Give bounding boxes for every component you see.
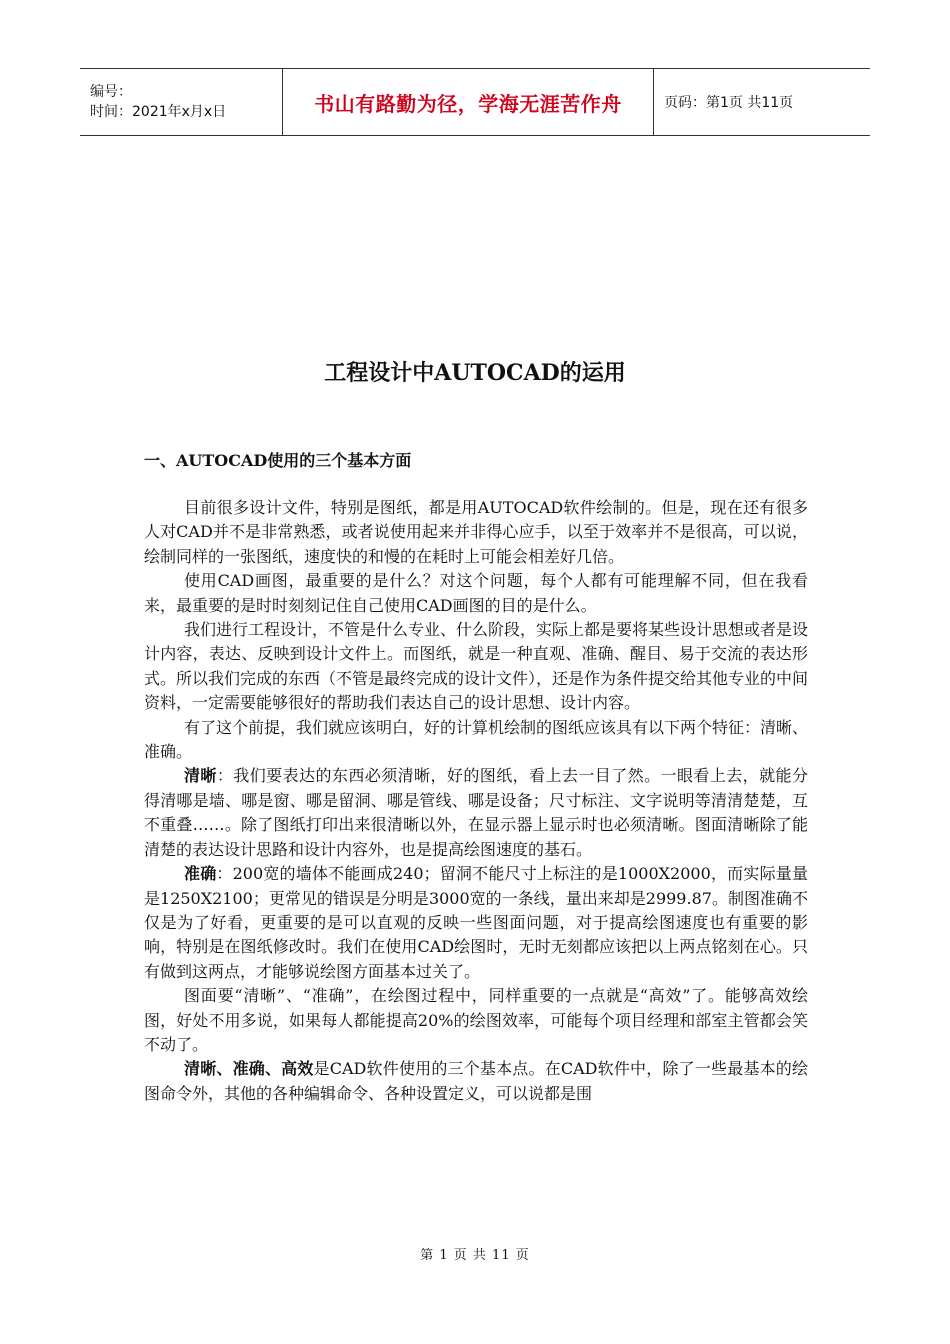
header-page-info: 页码：第1页 共11页 xyxy=(664,95,794,111)
paragraph-text: ：200宽的墙体不能画成240；留洞不能尺寸上标注的是1000X2000，而实际量量是1250X2100；更常见的错误是分明是3000宽的一条线，量出来却是2999.87。制图准确不仅是为了好看，更重要的是可以直观的反映一些图面问题，对于提高绘图速度也有重要的影响，特别是在图纸修改时。我们在使用CAD绘图时，无时无刻都应该把以上两点铭刻在心。只有做到这两点，才能够说绘图方面基本过关了。 xyxy=(144,864,808,981)
paragraph: 我们进行工程设计，不管是什么专业、什么阶段，实际上都是要将某些设计思想或者是设计内容，表达、反映到设计文件上。而图纸，就是一种直观、准确、醒目、易于交流的表达形式。所以我们完成的东西（不管是最终完成的设计文件），还是作为条件提交给其他专业的中间资料，一定需要能够很好的帮助我们表达自己的设计思想、设计内容。 xyxy=(144,620,809,713)
header-motto: 书山有路勤为径，学海无涯苦作舟 xyxy=(314,91,622,116)
document-title: 工程设计中AUTOCAD的运用 xyxy=(324,360,626,386)
paragraph: 目前很多设计文件，特别是图纸，都是用AUTOCAD软件绘制的。但是，现在还有很多人对CAD并不是非常熟悉，或者说使用起来并非得心应手，以至于效率并不是很高，可以说，绘制同样的一张图纸，速度快的和慢的在耗时上可能会相差好几倍。 xyxy=(144,498,808,566)
paragraph xyxy=(144,764,808,862)
keyword-clear: 清晰 xyxy=(184,766,217,786)
header-page-info-cell xyxy=(654,69,870,135)
body-text xyxy=(144,496,808,1106)
header-motto-cell xyxy=(282,69,654,135)
keyword-three-points: 清晰、准确、高效 xyxy=(184,1059,314,1079)
paragraph: 使用CAD画图，最重要的是什么？对这个问题，每个人都有可能理解不同，但在我看来，最重要的是时时刻刻记住自己使用CAD画图的目的是什么。 xyxy=(144,571,808,615)
page-footer: 第 1 页 共 11 页 xyxy=(420,1248,530,1263)
paragraph xyxy=(144,1057,808,1106)
keyword-accurate: 准确 xyxy=(184,864,217,884)
doc-date: 时间：2021年x月x日 xyxy=(90,104,227,120)
header-meta xyxy=(80,69,282,135)
page-header xyxy=(80,68,870,136)
section-heading: 一、AUTOCAD使用的三个基本方面 xyxy=(144,451,412,470)
paragraph xyxy=(144,862,808,984)
paragraph-text: ：我们要表达的东西必须清晰，好的图纸，看上去一目了然。一眼看上去，就能分得清哪是墙、哪是窗、哪是留洞、哪是管线、哪是设备；尺寸标注、文字说明等清清楚楚，互不重叠……。除了图纸打印出来很清晰以外，在显示器上显示时也必须清晰。图面清晰除了能清楚的表达设计思路和设计内容外，也是提高绘图速度的基石。 xyxy=(144,766,808,859)
doc-number-label: 编号： xyxy=(90,84,132,100)
paragraph: 有了这个前提，我们就应该明白，好的计算机绘制的图纸应该具有以下两个特征：清晰、准确。 xyxy=(144,717,809,762)
paragraph: 图面要“清晰”、“准确”，在绘图过程中，同样重要的一点就是“高效”了。能够高效绘图，好处不用多说，如果每人都能提高20%的绘图效率，可能每个项目经理和部室主管都会笑不动了。 xyxy=(144,986,808,1054)
paragraph-text: 是CAD软件使用的三个基本点。在CAD软件中，除了一些最基本的绘图命令外，其他的各种编辑命令、各种设置定义，可以说都是围 xyxy=(144,1059,808,1103)
